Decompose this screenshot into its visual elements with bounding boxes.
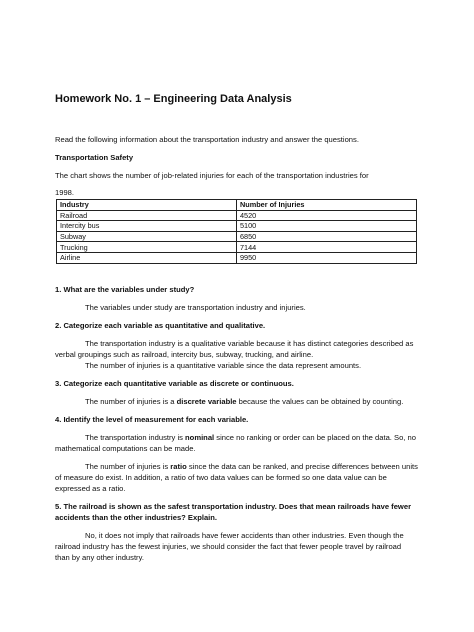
table-cell: 6850 bbox=[237, 231, 417, 242]
table-cell: Subway bbox=[57, 231, 237, 242]
table-row bbox=[57, 221, 417, 232]
answer-4a-bold: nominal bbox=[185, 433, 215, 442]
table-row bbox=[57, 242, 417, 253]
answer-5-line1: No, it does not imply that railroads have fewer accidents than other industries. Even though the bbox=[85, 531, 404, 540]
table-cell: Intercity bus bbox=[57, 221, 237, 232]
answer-3-bold: discrete variable bbox=[176, 397, 237, 406]
answer-4b-bold: ratio bbox=[170, 462, 187, 471]
answer-2a-line2: verbal groupings such as railroad, intercity bus, subway, trucking, and airline. bbox=[55, 350, 314, 359]
table-row bbox=[57, 252, 417, 263]
answer-5-line2: railroad industry has the fewest injuries, we should consider the fact that fewer people travel by railroad bbox=[55, 542, 402, 551]
injuries-table bbox=[56, 199, 417, 264]
question-5-line1: 5. The railroad is shown as the safest transportation industry. Does that mean railroads have fewer bbox=[55, 502, 412, 511]
table-cell: Trucking bbox=[57, 242, 237, 253]
page-title: Homework No. 1 – Engineering Data Analysis bbox=[55, 93, 292, 105]
section-heading: Transportation Safety bbox=[55, 153, 134, 162]
answer-1: The variables under study are transportation industry and injuries. bbox=[85, 303, 306, 312]
answer-2b: The number of injuries is a quantitative variable since the data represent amounts. bbox=[85, 361, 362, 370]
table-header-cell: Number of Injuries bbox=[237, 200, 417, 211]
answer-2a-line1: The transportation industry is a qualitative variable because it has distinct categories described as bbox=[85, 339, 414, 348]
question-3: 3. Categorize each quantitative variable as discrete or continuous. bbox=[55, 379, 294, 388]
intro-text: Read the following information about the transportation industry and answer the questions. bbox=[55, 135, 359, 144]
table-header-row bbox=[57, 200, 417, 211]
year-text: 1998. bbox=[55, 188, 75, 197]
chart-description: The chart shows the number of job-related injuries for each of the transportation industries for bbox=[55, 171, 369, 180]
answer-3-text: The number of injuries is a bbox=[85, 397, 177, 406]
answer-3-text-end: because the values can be obtained by counting. bbox=[236, 397, 404, 406]
answer-4b-text-end: since the data can be ranked, and precise differences between units bbox=[186, 462, 418, 471]
answer-3 bbox=[85, 396, 403, 407]
answer-4b-line3: expressed as a ratio. bbox=[55, 484, 126, 493]
answer-5-line3: than by any other industry. bbox=[55, 553, 144, 562]
question-1: 1. What are the variables under study? bbox=[55, 285, 195, 294]
table-row bbox=[57, 231, 417, 242]
question-2: 2. Categorize each variable as quantitative and qualitative. bbox=[55, 321, 266, 330]
answer-4a-text-end: since no ranking or order can be placed on the data. So, no bbox=[214, 433, 416, 442]
table-cell: 9950 bbox=[237, 252, 417, 263]
table-cell: 5100 bbox=[237, 221, 417, 232]
answer-4b-text: The number of injuries is bbox=[85, 462, 171, 471]
table-row bbox=[57, 210, 417, 221]
answer-4a-text: The transportation industry is bbox=[85, 433, 186, 442]
table-cell: Airline bbox=[57, 252, 237, 263]
table-cell: 7144 bbox=[237, 242, 417, 253]
question-5-line2: accidents than the other industries? Explain. bbox=[55, 513, 218, 522]
table-cell: 4520 bbox=[237, 210, 417, 221]
answer-4a-line2: mathematical computations can be made. bbox=[55, 444, 196, 453]
answer-4a-line1 bbox=[85, 432, 416, 443]
answer-4b-line2: of measure do exist. In addition, a ratio of two data values can be formed so one data value can be bbox=[55, 473, 387, 482]
table-cell: Railroad bbox=[57, 210, 237, 221]
answer-4b-line1 bbox=[85, 461, 418, 472]
table-header-cell: Industry bbox=[57, 200, 237, 211]
question-4: 4. Identify the level of measurement for each variable. bbox=[55, 415, 249, 424]
